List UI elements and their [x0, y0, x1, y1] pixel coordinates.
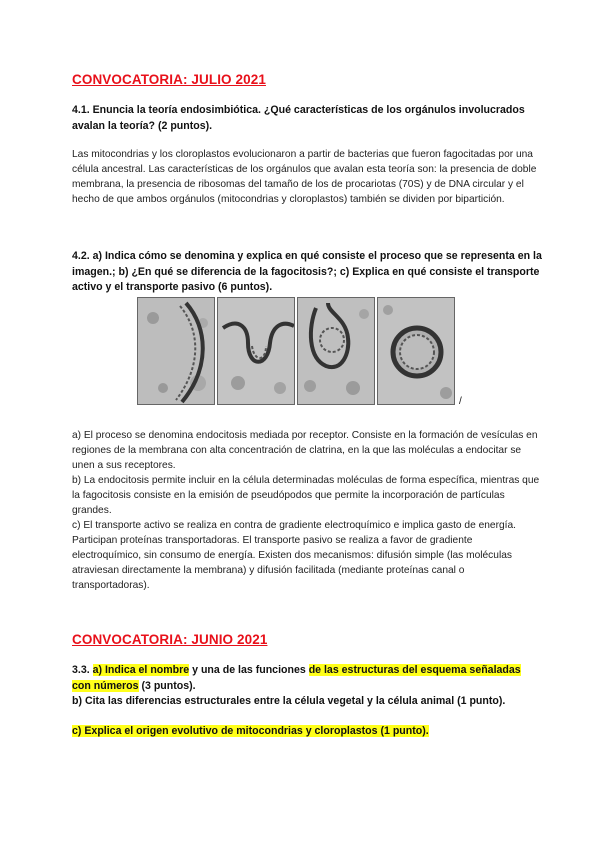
section-heading-julio: CONVOCATORIA: JULIO 2021: [72, 72, 266, 87]
micrograph-panel-3: [297, 297, 375, 405]
question-3-3-a-mid: y una de las funciones: [189, 664, 309, 676]
question-3-3-c: [72, 724, 532, 740]
highlight-a-name: a) Indica el nombre: [92, 664, 190, 676]
micrograph-panel-2: [217, 297, 295, 405]
endocytosis-micrograph-figure: [137, 297, 457, 405]
section-heading-junio: CONVOCATORIA: JUNIO 2021: [72, 632, 268, 647]
micrograph-panel-4: [377, 297, 455, 405]
question-3-3-a: [72, 663, 542, 694]
answer-4-2-a: a) El proceso se denomina endocitosis mediada por receptor. Consiste en la formación de vesículas en regiones de la membrana con alta concentración de clatrina, en la que las moléculas a endocitar se unen a sus receptores.: [72, 430, 538, 471]
question-3-3-b: b) Cita las diferencias estructurales entre la célula vegetal y la célula animal (1 punto).: [72, 695, 506, 707]
answer-4-1: Las mitocondrias y los cloroplastos evolucionaron a partir de bacterias que fueron fagocitadas por una célula ancestral. Las características de los orgánulos que avalan esta teoría son: la presencia de doble membrana, la presencia de ribosomas del tamaño de los de procariotas (70S) y de DNA circular y el hecho de que ambos orgánulos (mitocondrias y cloroplastos) también se dividen por bipartición.: [72, 149, 537, 205]
highlight-a-structures: de las estructuras del esquema señaladas con números: [72, 664, 521, 692]
highlight-c: c) Explica el origen evolutivo de mitocondrias y cloroplastos (1 punto).: [72, 725, 429, 737]
question-3-3-a-end: (3 puntos).: [138, 679, 196, 692]
question-4-1: 4.1. Enuncia la teoría endosimbiótica. ¿Qué características de los orgánulos involucrados avalan la teoría? (2 puntos).: [72, 104, 525, 132]
answer-4-2-b: b) La endocitosis permite incluir en la célula determinadas moléculas de forma específica, mientras que la fagocitosis consiste en la emisión de pseudópodos que permite la incorporación de partículas grandes.: [72, 475, 540, 516]
micrograph-panel-1: [137, 297, 215, 405]
figure-mark: /: [459, 396, 462, 407]
question-3-3-number: 3.3.: [72, 664, 93, 676]
answer-4-2-c: c) El transporte activo se realiza en contra de gradiente electroquímico e implica gasto de energía. Participan proteínas transportadoras. El transporte pasivo se realiza a favor de gradiente electroquímico, sin consumo de energía. Existen dos mecanismos: difusión simple (las moléculas atraviesan directamente la membrana) y difusión facilitada (mediante proteínas canal o transportadoras).: [72, 520, 516, 591]
question-4-2: 4.2. a) Indica cómo se denomina y explica en qué consiste el proceso que se representa en la imagen.; b) ¿En qué se diferencia de la fagocitosis?; c) Explica en qué consiste el transporte activo y el transporte pasivo (6 puntos).: [72, 250, 542, 293]
